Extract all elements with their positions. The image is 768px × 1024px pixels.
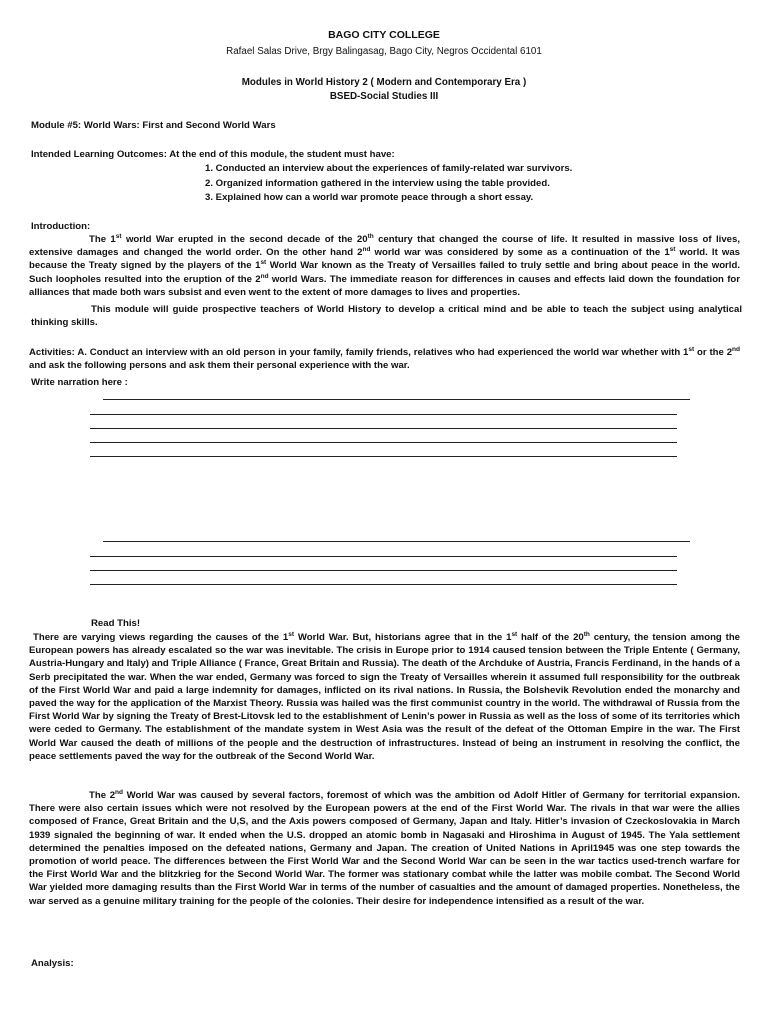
college-address: Rafael Salas Drive, Brgy Balingasag, Bago City, Negros Occidental 6101 xyxy=(226,46,542,57)
writing-line[interactable] xyxy=(90,414,677,415)
outcome-item: 2. Organized information gathered in the interview using the table provided. xyxy=(205,177,550,189)
analysis-heading: Analysis: xyxy=(31,958,74,969)
outcomes-list xyxy=(205,162,572,206)
introduction-paragraph-1: The 1st world War erupted in the second decade of the 20th century that changed the course of life. It resulted in massive loss of lives, extensive damages and changed the world order. On the other hand 2nd world war was considered by some as a continuation of the 1st world. It was because the Treaty signed by the players of the 1st World War known as the Treaty of Versailles failed to truly settle and bring about peace in the world. Such loopholes resulted into the eruption of the 2nd world Wars. The immediate reason for differences in causes and effects laid down the foundation for alliances that made both wars subsist and even went to the extent of more damages to lives and properties. xyxy=(29,232,740,298)
read-this-paragraph-2: The 2nd World War was caused by several factors, foremost of which was the ambition od Adolf Hitler of Germany for territorial expansion. There were also certain issues which were not resolved by the European powers at the end of the First World War. The rivals in that war were the allies composed of France, Great Britain and the U,S, and the Axis powers composed of Germany, Japan and Italy. Hitler’s invasion of Czeckoslovakia in March 1939 signaled the beginning of war. It ended when the U.S. dropped an atomic bomb in Nagasaki and Hiroshima in August of 1945. The Yala settlement determined the penalties imposed on the defeated nations, Germany and Japan. The creation of United Nations in April1945 was one step towards the promotion of world peace. The differences between the First World War and the Second World War can be seen in the war tactics used-trench warfare for the First World War and the blitzkrieg for the Second World War. The former was stationary combat while the latter was mobile combat. The Second World War yielded more damaging results than the First World War in terms of the number of casualties and the amount of damaged properties. Nonetheless, the war served as a genuine military training for the people of the colonies. Their desire for independence intensified as a result of the war. xyxy=(29,788,740,907)
writing-line[interactable] xyxy=(90,442,677,443)
writing-line[interactable] xyxy=(90,456,677,457)
outcome-item: 1. Conducted an interview about the experiences of family-related war survivors. xyxy=(205,163,573,174)
writing-line[interactable] xyxy=(90,556,677,557)
writing-line[interactable] xyxy=(90,584,677,585)
module-title: Module #5: World Wars: First and Second World Wars xyxy=(31,120,276,131)
outcomes-lead: Intended Learning Outcomes: At the end of this module, the student must have: xyxy=(31,149,395,160)
activities-instructions: Activities: A. Conduct an interview with an old person in your family, family friends, relatives who had experienced the world war whether with 1st or the 2nd and ask the following persons and ask them their personal experience with the war. xyxy=(29,345,740,372)
introduction-heading: Introduction: xyxy=(31,221,91,232)
narration-label: Write narration here : xyxy=(31,377,128,388)
read-this-heading: Read This! xyxy=(91,618,141,629)
introduction-paragraph-2: This module will guide prospective teachers of World History to develop a critical mind and be able to teach the subject using analytical thinking skills. xyxy=(31,304,742,329)
writing-line[interactable] xyxy=(103,541,690,542)
course-name: BSED-Social Studies III xyxy=(329,91,439,102)
read-this-paragraph-1: There are varying views regarding the causes of the 1st World War. But, historians agree that in the 1st half of the 20th century, the tension among the European powers has already escalated so the war was inevitable. The crisis in Europe prior to 1914 caused tension between the Triple Entente ( Germany, Austria-Hungary and Italy) and Triple Alliance ( France, Great Britain and Russia). The death of the Archduke of Austria, Francis Ferdinand, in the hands of a Serb precipitated the war. When the war ended, Germany was forced to sign the Treaty of Versailles wherein it assumed full responsibility for the outbreak of the First World War and paid a large indemnity for damages, inflicted on its rival nations. In Russia, the Bolshevik Revolution ended the monarchy and paved the way for the application of the Marxist Theory. Russia was hailed was the first communist country in the world. The withdrawal of Russia from the First World War by signing the Treaty of Brest-Litovsk led to the establishment of Lenin’s power in Russia as well as the loss of some of its territories which were ceded to Germany. The establishment of the mandate system in West Asia was the result of the defeat of the Ottoman Empire in the war. The First World War caused the death of millions of the people and the destruction of infrastructures. Instead of being an instrument in resolving the conflict, the peace settlements paved the way for the outbreak of the Second World War. xyxy=(29,630,741,762)
writing-line[interactable] xyxy=(90,570,677,571)
writing-line[interactable] xyxy=(90,428,677,429)
college-name: BAGO CITY COLLEGE xyxy=(328,29,440,41)
outcome-item: 3. Explained how can a world war promote peace through a short essay. xyxy=(205,192,534,203)
module-series-title: Modules in World History 2 ( Modern and Contemporary Era ) xyxy=(241,77,527,88)
writing-line[interactable] xyxy=(103,399,690,400)
